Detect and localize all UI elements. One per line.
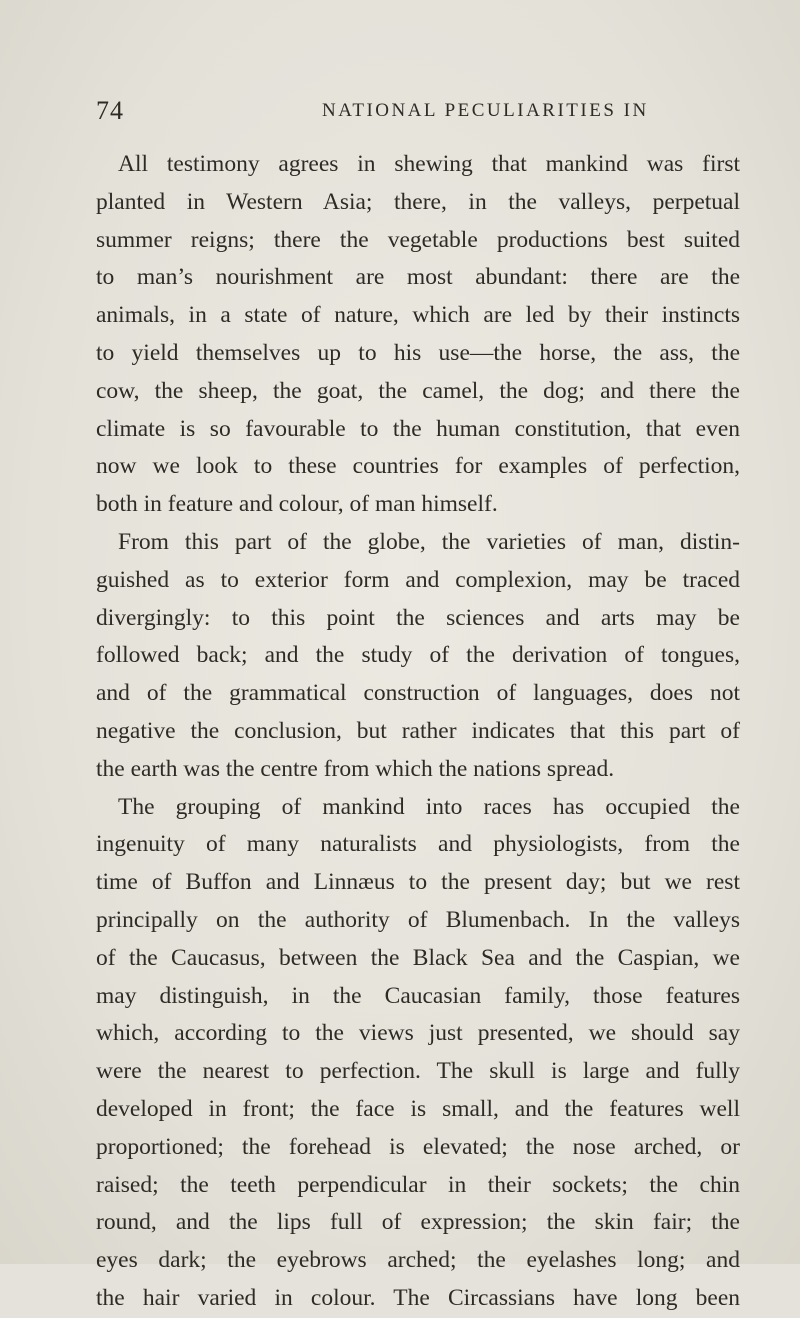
text-line: cow, the sheep, the goat, the camel, the dog; and there the: [96, 377, 740, 404]
text-line: and of the grammatical construction of languages, does not: [96, 680, 740, 707]
text-line: the earth was the centre from which the nations spread.: [96, 755, 615, 782]
text-line: All testimony agrees in shewing that mankind was first: [118, 151, 740, 177]
text-line: climate is so favourable to the human constitution, that even: [96, 415, 740, 442]
text-line: to yield themselves up to his use—the horse, the ass, the: [96, 339, 740, 366]
text-line: eyes dark; the eyebrows arched; the eyelashes long; and: [96, 1247, 740, 1274]
text-line: raised; the teeth perpendicular in their sockets; the chin: [96, 1171, 740, 1198]
text-line: planted in Western Asia; there, in the valleys, perpetual: [96, 188, 740, 215]
text-line: the hair varied in colour. The Circassians have long been: [96, 1284, 740, 1311]
text-line: From this part of the globe, the varieties of man, distin-: [118, 528, 740, 555]
page-number: 74: [96, 96, 124, 125]
text-line: summer reigns; there the vegetable productions best suited: [96, 226, 740, 253]
running-head: [96, 96, 740, 136]
text-line: developed in front; the face is small, and the features well: [96, 1095, 740, 1122]
text-line: round, and the lips full of expression; the skin fair; the: [96, 1209, 740, 1236]
text-line: time of Buffon and Linnæus to the present day; but we rest: [96, 869, 740, 896]
text-line: followed back; and the study of the derivation of tongues,: [96, 642, 740, 669]
text-line: to man’s nourishment are most abundant: there are the: [96, 264, 740, 291]
text-line: guished as to exterior form and complexion, may be traced: [96, 566, 740, 593]
text-line: ingenuity of many naturalists and physiologists, from the: [96, 831, 740, 858]
text-line: negative the conclusion, but rather indicates that this part of: [96, 717, 740, 744]
text-line: animals, in a state of nature, which are led by their instincts: [96, 302, 740, 329]
text-line: both in feature and colour, of man himself.: [96, 491, 498, 518]
running-head-title: NATIONAL PECULIARITIES IN: [322, 100, 649, 121]
text-line: of the Caucasus, between the Black Sea and the Caspian, we: [96, 944, 740, 971]
text-line: may distinguish, in the Caucasian family, those features: [96, 982, 740, 1009]
text-line: The grouping of mankind into races has occupied the: [118, 793, 740, 820]
body-text: [96, 146, 740, 1318]
text-line: which, according to the views just presented, we should say: [96, 1020, 740, 1047]
text-line: proportioned; the forehead is elevated; the nose arched, or: [96, 1133, 740, 1160]
text-line: now we look to these countries for examples of perfection,: [96, 453, 740, 480]
text-line: divergingly: to this point the sciences and arts may be: [96, 604, 740, 631]
text-line: principally on the authority of Blumenbach. In the valleys: [96, 906, 740, 933]
text-line: were the nearest to perfection. The skull is large and fully: [96, 1058, 740, 1085]
